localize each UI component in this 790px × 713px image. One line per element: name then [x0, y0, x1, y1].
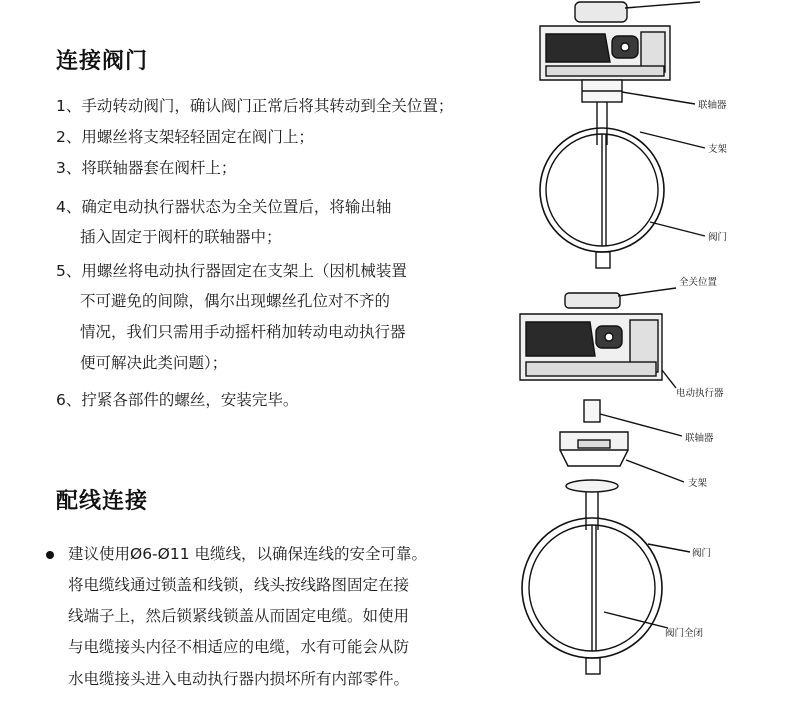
step-5-continued-3: 便可解决此类问题）； [80, 354, 228, 372]
step-5: 5、用螺丝将电动执行器固定在支架上（因机械装置 [56, 262, 407, 280]
section-title-wiring: 配线连接 [56, 489, 149, 514]
label-top-valve: 阀门 [708, 232, 728, 243]
label-valve-fully-closed: 阀门全闭 [665, 628, 704, 639]
step-2: 2、用螺丝将支架轻轻固定在阀门上； [56, 128, 314, 146]
step-3: 3、将联轴器套在阀杆上； [56, 159, 237, 177]
wiring-line-1: 建议使用Ø6-Ø11 电缆线，以确保连线的安全可靠。 [68, 545, 428, 563]
wiring-line-3: 线端子上，然后锁紧线锁盖从而固定电缆。如使用 [68, 607, 410, 625]
section-title-connect-valve: 连接阀门 [56, 49, 149, 74]
step-5-continued-1: 不可避免的间隙，偶尔出现螺丝孔位对不齐的 [80, 292, 391, 310]
label-exploded-valve: 阀门 [692, 548, 712, 559]
step-5-continued-2: 情况，我们只需用手动摇杆稍加转动电动执行器 [80, 323, 406, 341]
label-fully-closed-position: 全关位置 [679, 277, 718, 288]
wiring-line-4: 与电缆接头内径不相适应的电缆，水有可能会从防 [68, 638, 410, 656]
wiring-line-5: 水电缆接头进入电动执行器内损坏所有内部零件。 [68, 670, 410, 688]
label-top-coupling: 联轴器 [698, 100, 727, 111]
step-4-continued: 插入固定于阀杆的联轴器中； [80, 228, 282, 246]
label-actuator: 电动执行器 [676, 388, 724, 399]
label-exploded-coupling: 联轴器 [685, 433, 714, 444]
step-6: 6、拧紧各部件的螺丝，安装完毕。 [56, 391, 299, 409]
exploded-view-illustration [520, 288, 690, 674]
assembled-actuator-illustration [540, 2, 705, 268]
step-1: 1、手动转动阀门，确认阀门正常后将其转动到全关位置； [56, 97, 454, 115]
step-4: 4、确定电动执行器状态为全关位置后，将输出轴 [56, 198, 392, 216]
label-top-bracket: 支架 [708, 144, 728, 155]
label-exploded-bracket: 支架 [688, 478, 708, 489]
wiring-line-2: 将电缆线通过锁盖和线锁，线头按线路图固定在接 [68, 576, 410, 594]
